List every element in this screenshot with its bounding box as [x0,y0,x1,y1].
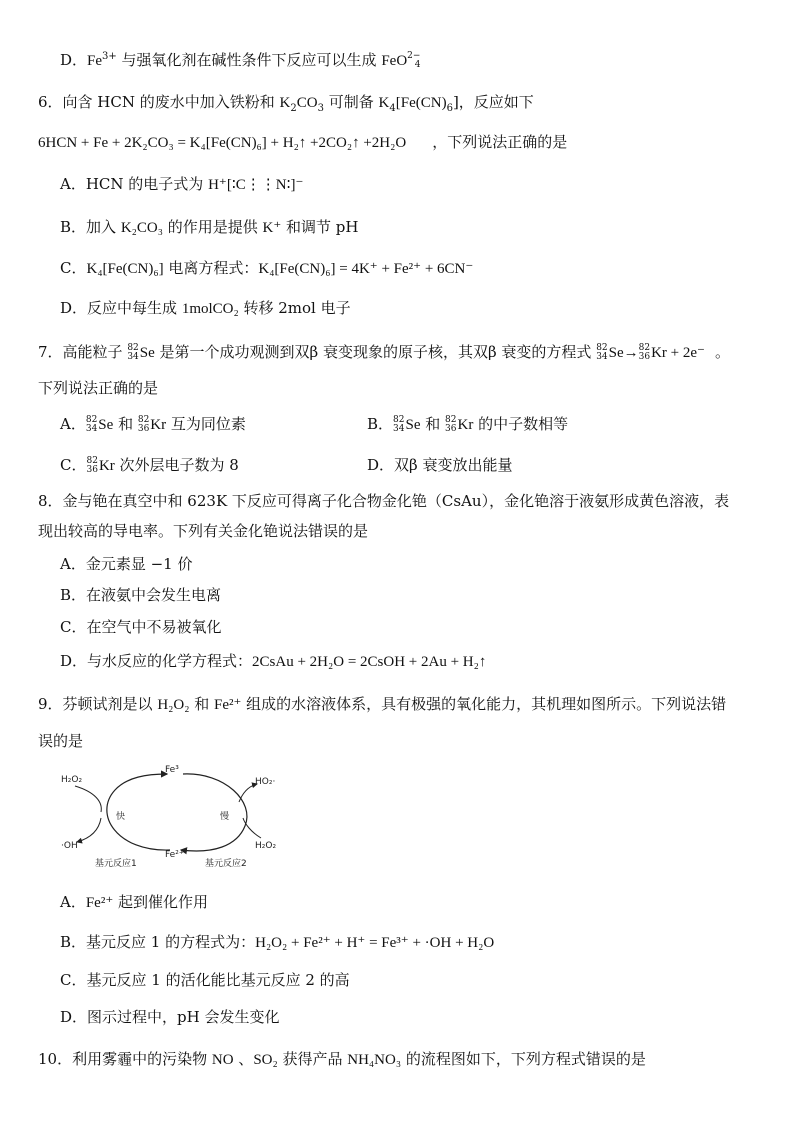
q7-stem-line2: 下列说法正确的是 [38,379,159,397]
fenton-mechanism-diagram [55,762,285,872]
q10-stem: 10．利用雾霾中的污染物 NO 、SO₂ 获得产品 NH₄NO₃ 的流程图如下，下列方程式错误的是 [38,1050,646,1068]
q9-option-b: B．基元反应 1 的方程式为：H₂O₂ + Fe²⁺ + H⁺ = Fe³⁺ + ·OH + H₂O [60,933,495,951]
cycle-arc-slow [181,774,247,851]
q7-option-d: D．双β 衰变放出能量 [367,456,513,474]
option-label: D． [60,51,88,69]
q6-equation: 6HCN + Fe + 2K₂CO₃ = K₄[Fe(CN)₆] + H₂↑ +2CO₂↑ +2H₂O ，下列说法正确的是 [38,133,568,151]
q8-option-c: C．在空气中不易被氧化 [60,618,222,636]
step1-label: 基元反应1 [95,859,137,869]
oh-out-curve [77,818,101,842]
q7-option-b: B． 82 34 Se 和 82 36 Kr 的中子数相等 [367,415,569,434]
q6-option-c: C．K₄[Fe(CN)₆] 电离方程式：K₄[Fe(CN)₆] = 4K⁺ + Fe²⁺ + 6CN⁻ [60,259,474,277]
fast-label: 快 [116,812,126,822]
h2o2-in-curve [75,786,101,812]
q6-stem: 6．向含 HCN 的废水中加入铁粉和 $K_2CO_3$ 可制备 $K_4[Fe(CN)_6]$，反应如下 [38,93,534,114]
q8-option-d: D．与水反应的化学方程式：2CsAu + 2H₂O = 2CsOH + 2Au + H₂↑ [60,652,487,670]
q6-option-d: D．反应中每生成 1molCO₂ 转移 2mol 电子 [60,299,351,317]
slow-label: 慢 [220,812,230,822]
q8-option-b: B．在液氨中会发生电离 [60,586,222,604]
step2-label: 基元反应2 [205,859,247,869]
q8-stem-line2: 现出较高的导电率。下列有关金化铯说法错误的是 [38,522,369,540]
q8-option-a: A．金元素显 −1 价 [60,555,193,573]
q9-stem-line1: 9．芬顿试剂是以 H₂O₂ 和 Fe²⁺ 组成的水溶液体系，具有极强的氧化能力，其机理如图所示。下列说法错 [38,695,727,713]
fe2-label: Fe²⁺ [165,850,184,860]
h2o2-right-in-curve [243,818,261,838]
q9-option-c: C．基元反应 1 的活化能比基元反应 2 的高 [60,971,350,989]
q8-stem-line1: 8．金与铯在真空中和 623K 下反应可得离子化合物金化铯（CsAu），金化铯溶于液氨形成黄色溶液，表 [38,492,730,510]
q7-option-a: A． 82 34 Se 和 82 36 Kr 互为同位素 [60,415,246,434]
oh-label: ·OH [61,841,78,851]
ho2-label: HO₂· [255,777,276,787]
q5-option-d: D．$Fe^{3+}$ 与强氧化剂在碱性条件下反应可以生成 FeO 2− 4 [60,51,421,70]
q6-option-b: B．加入 K₂CO₃ 的作用是提供 K⁺ 和调节 pH [60,218,359,236]
q7-stem: 7．高能粒子 82 34 Se 是第一个成功观测到双β 衰变现象的原子核，其双β 衰变的方程式 82 34 Se→ 82 36 Kr + 2e⁻ 。 [38,343,730,362]
q9-option-a: A．Fe²⁺ 起到催化作用 [60,893,209,911]
h2o2-right-label: H₂O₂ [255,841,277,851]
q6-option-a: A．HCN 的电子式为 H⁺[∶C⋮⋮N∶]⁻ [60,175,304,193]
q7-option-c: C． 82 36 Kr 次外层电子数为 8 [60,456,239,475]
q9-option-d: D．图示过程中，pH 会发生变化 [60,1008,280,1026]
h2o2-left-label: H₂O₂ [61,775,83,785]
q9-stem-line2: 误的是 [38,732,84,750]
fe3-label: Fe³ [165,765,179,775]
